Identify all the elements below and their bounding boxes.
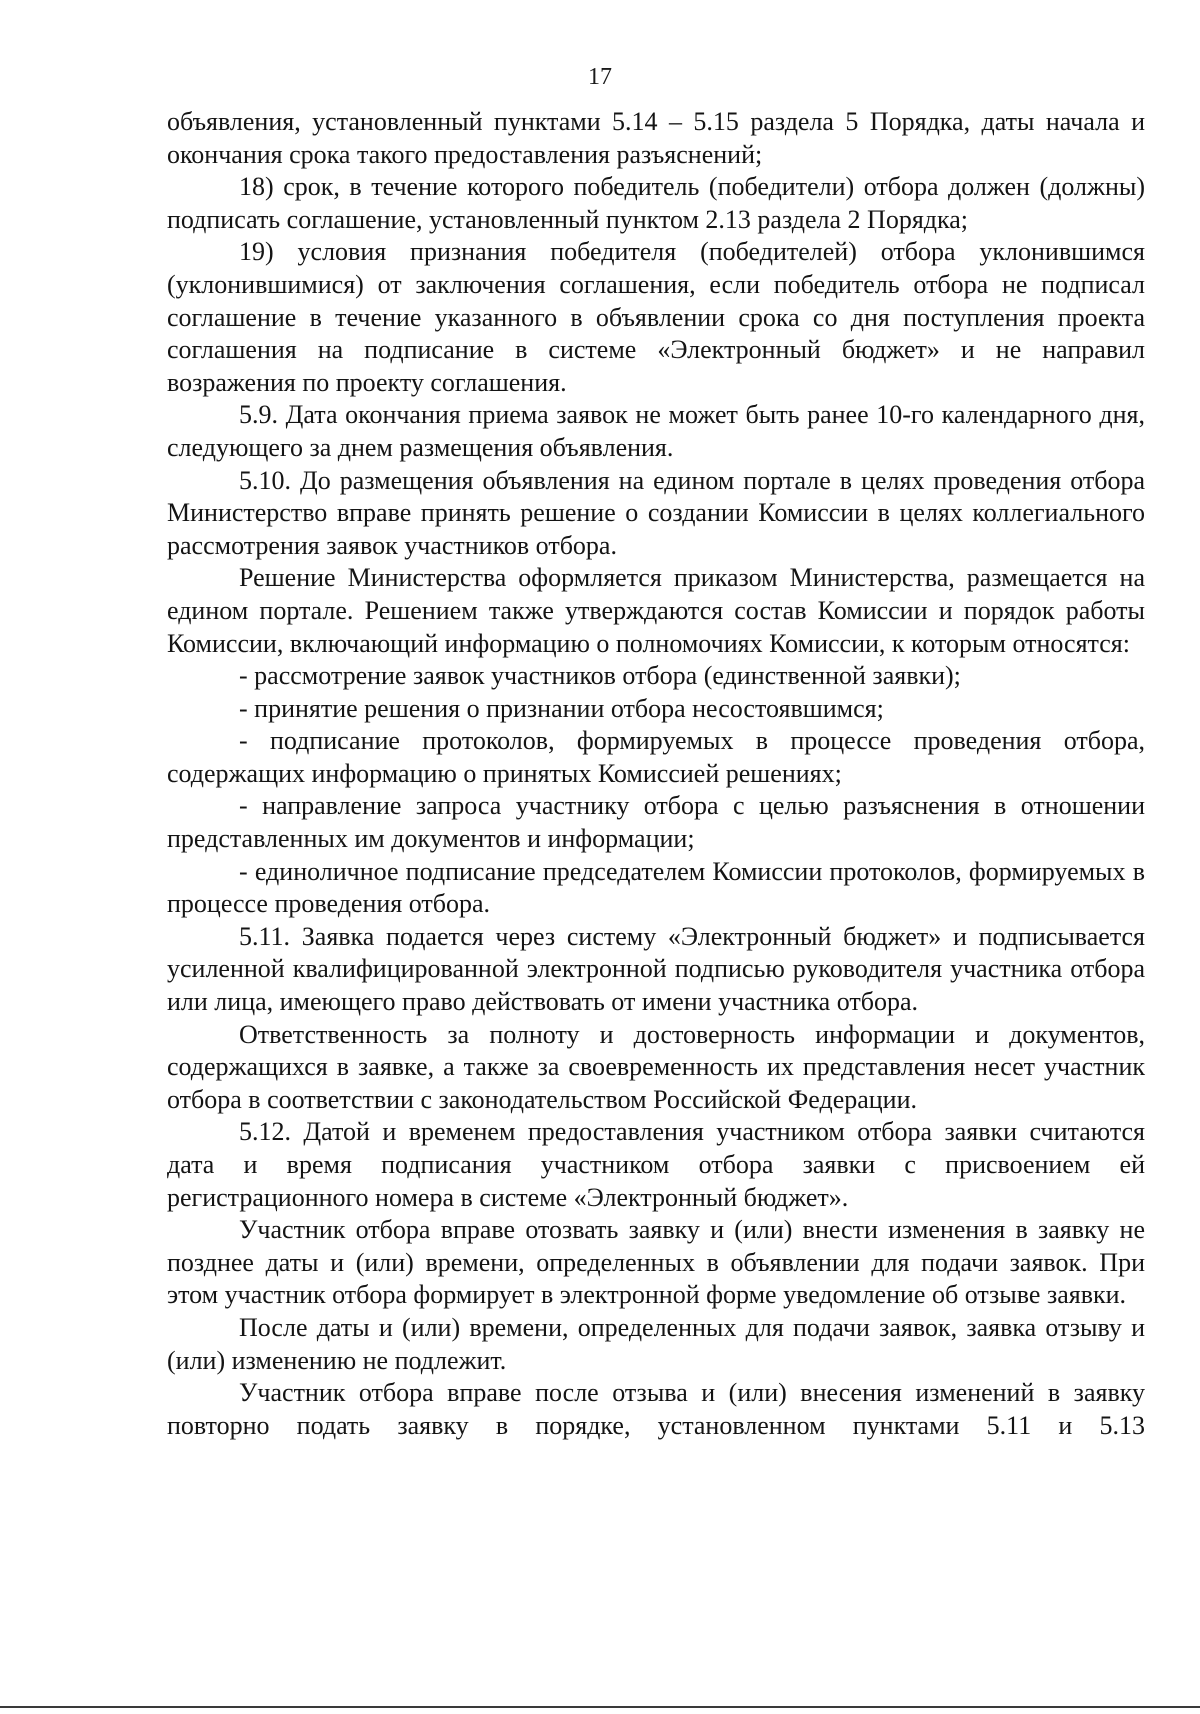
page-bottom-edge xyxy=(0,1706,1200,1708)
page-number: 17 xyxy=(588,64,612,90)
paragraph-continuation: объявления, установленный пунктами 5.14 – 5.15 раздела 5 Порядка, даты начала и окончания срока такого предоставления разъяснений; xyxy=(167,107,1145,169)
paragraph-item-18: 18) срок, в течение которого победитель (победители) отбора должен (должны) подписать соглашение, установленный пунктом 2.13 раздела 2 Порядка; xyxy=(167,172,1145,234)
paragraph-5-12: 5.12. Датой и временем предоставления участником отбора заявки считаются дата и время подписания участником отбора заявки с присвоением ей регистрационного номера в системе «Электронный бюджет». xyxy=(167,1117,1145,1212)
document-body xyxy=(167,106,1145,1442)
paragraph-5-9: 5.9. Дата окончания приема заявок не может быть ранее 10-го календарного дня, следующего за днем размещения объявления. xyxy=(167,400,1145,462)
paragraph-5-11: 5.11. Заявка подается через систему «Электронный бюджет» и подписывается усиленной квалифицированной электронной подписью руководителя участника отбора или лица, имеющего право действовать от имени участника отбора. xyxy=(167,921,1145,1017)
paragraph-item-19: 19) условия признания победителя (победителей) отбора уклонившимся (уклонившимися) от заключения соглашения, если победитель отбора не подписал соглашение в течение указанного в объявлении срока со дня поступления проекта соглашения на подписание в системе «Электронный бюджет» и не направил возражения по проекту соглашения. xyxy=(167,237,1145,397)
list-item-review: - рассмотрение заявок участников отбора (единственной заявки); xyxy=(239,661,961,691)
paragraph-5-10: 5.10. До размещения объявления на едином портале в целях проведения отбора Министерство вправе принять решение о создании Комиссии в целях коллегиального рассмотрения заявок участников отбора. xyxy=(167,465,1145,560)
list-item-protocols: - подписание протоколов, формируемых в процессе проведения отбора, содержащих информацию о принятых Комиссией решениях; xyxy=(167,726,1145,788)
paragraph-resubmit: Участник отбора вправе после отзыва и (или) внесения изменений в заявку повторно подать заявку в порядке, установленном пунктами 5.11 и 5.13 xyxy=(167,1378,1145,1440)
paragraph-after-deadline: После даты и (или) времени, определенных для подачи заявок, заявка отзыву и (или) изменению не подлежит. xyxy=(167,1312,1145,1375)
paragraph-withdraw: Участник отбора вправе отозвать заявку и (или) внести изменения в заявку не позднее даты и (или) времени, определенных в объявлении для подачи заявок. При этом участник отбора формирует в электронной форме уведомление об отзыве заявки. xyxy=(167,1215,1145,1310)
list-item-failed-selection: - принятие решения о признании отбора несостоявшимся; xyxy=(239,693,884,723)
list-item-chairman-signing: - единоличное подписание председателем Комиссии протоколов, формируемых в процессе проведения отбора. xyxy=(167,856,1145,919)
paragraph-responsibility: Ответственность за полноту и достоверность информации и документов, содержащихся в заявке, а также за своевременность их представления несет участник отбора в соответствии с законодательством Российской Федерации. xyxy=(167,1019,1145,1114)
paragraph-ministry-decision: Решение Министерства оформляется приказом Министерства, размещается на едином портале. Решением также утверждаются состав Комиссии и порядок работы Комиссии, включающий информацию о полномочиях Комиссии, к которым относятся: xyxy=(167,563,1145,658)
list-item-request: - направление запроса участнику отбора с целью разъяснения в отношении представленных им документов и информации; xyxy=(167,791,1145,854)
